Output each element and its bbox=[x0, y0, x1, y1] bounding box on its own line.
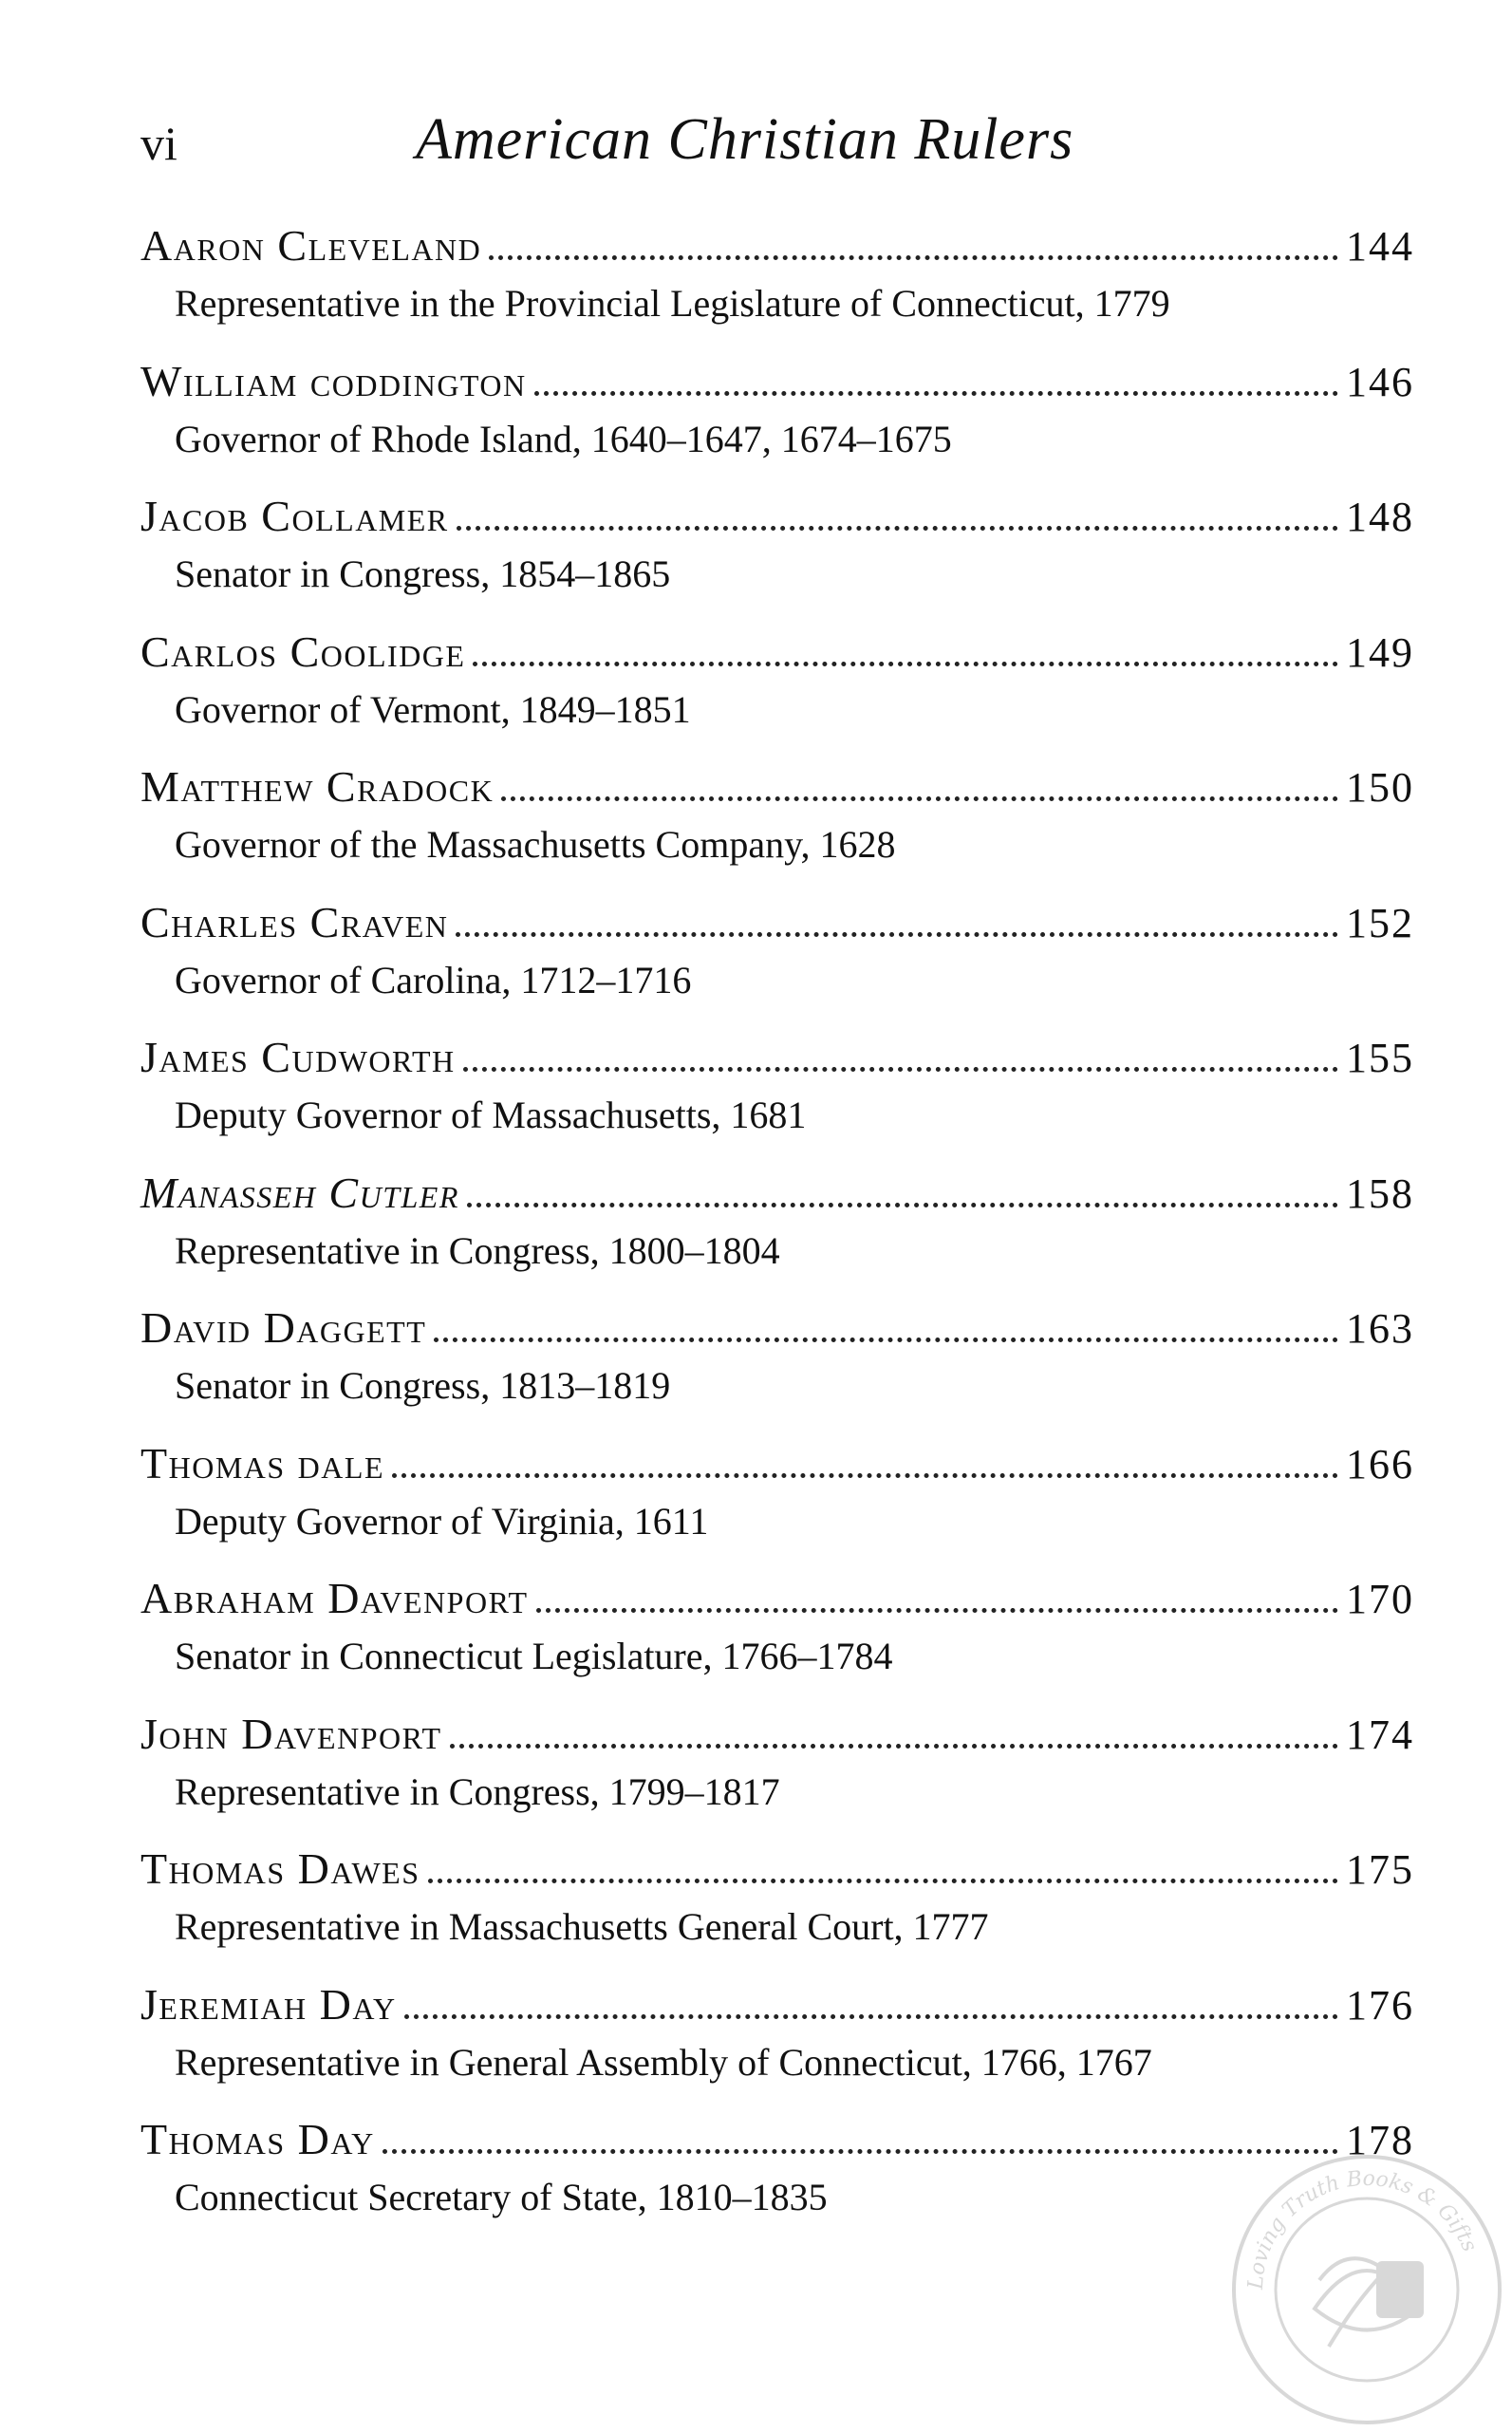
entry-page-number: 174 bbox=[1346, 1711, 1414, 1758]
entry-name: Matthew Cradock bbox=[140, 762, 495, 811]
dot-leader bbox=[457, 526, 1338, 531]
toc-entry-line bbox=[140, 2114, 1414, 2173]
entry-name: David Daggett bbox=[140, 1303, 427, 1352]
toc-entry-line bbox=[140, 1843, 1414, 1902]
entry-page-number: 148 bbox=[1346, 494, 1414, 540]
entry-role: Senator in Congress, 1854–1865 bbox=[175, 552, 671, 595]
toc-entry bbox=[140, 1709, 1414, 1844]
dot-leader bbox=[501, 796, 1338, 801]
toc-entry bbox=[140, 1573, 1414, 1709]
entry-role: Governor of Vermont, 1849–1851 bbox=[175, 687, 691, 731]
entry-page-number: 155 bbox=[1346, 1035, 1414, 1081]
toc-entry bbox=[140, 627, 1414, 762]
dot-leader bbox=[392, 1473, 1338, 1478]
toc-entry-line bbox=[140, 1573, 1414, 1632]
dot-leader bbox=[450, 1744, 1338, 1749]
entry-name: William coddington bbox=[140, 356, 527, 405]
page-header bbox=[140, 106, 1422, 182]
entry-page-number: 146 bbox=[1346, 358, 1414, 405]
entry-page-number: 144 bbox=[1346, 223, 1414, 270]
entry-name: James Cudworth bbox=[140, 1033, 456, 1081]
dot-leader bbox=[456, 932, 1338, 937]
entry-name: Thomas Day bbox=[140, 2115, 375, 2163]
dot-leader bbox=[534, 391, 1338, 396]
entry-name: Manasseh Cutler bbox=[140, 1168, 459, 1217]
toc-entry bbox=[140, 761, 1414, 897]
toc-entry bbox=[140, 2114, 1414, 2250]
dot-leader bbox=[404, 2014, 1338, 2019]
entry-role: Senator in Connecticut Legislature, 1766–1784 bbox=[175, 1635, 893, 1677]
running-title: American Christian Rulers bbox=[416, 107, 1074, 172]
toc-entry-line bbox=[140, 1168, 1414, 1226]
entry-role: Representative in Congress, 1799–1817 bbox=[175, 1769, 780, 1813]
toc-entry bbox=[140, 897, 1414, 1033]
dot-leader bbox=[428, 1879, 1339, 1883]
entry-name: Charles Craven bbox=[140, 897, 449, 946]
entry-role: Representative in General Assembly of Connecticut, 1766, 1767 bbox=[175, 2040, 1152, 2084]
entry-role: Deputy Governor of Virginia, 1611 bbox=[175, 1499, 709, 1543]
entry-page-number: 176 bbox=[1346, 1981, 1414, 2029]
entry-page-number: 150 bbox=[1346, 764, 1414, 811]
entry-role: Representative in Congress, 1800–1804 bbox=[175, 1228, 780, 1272]
entry-page-number: 163 bbox=[1346, 1305, 1414, 1352]
entry-page-number: 170 bbox=[1346, 1576, 1414, 1622]
entry-role: Governor of Rhode Island, 1640–1647, 1674–1675 bbox=[175, 417, 952, 460]
entry-role: Senator in Congress, 1813–1819 bbox=[175, 1364, 671, 1407]
toc-entry bbox=[140, 220, 1414, 356]
watermark-text: Loving Truth Books & Gifts bbox=[1243, 2166, 1482, 2291]
toc-entry bbox=[140, 1032, 1414, 1168]
toc-entry-line bbox=[140, 356, 1414, 415]
entry-role: Governor of Carolina, 1712–1716 bbox=[175, 958, 692, 1001]
entry-role: Representative in the Provincial Legislature of Connecticut, 1779 bbox=[175, 282, 1170, 325]
toc-entry bbox=[140, 1168, 1414, 1303]
toc-entry-line bbox=[140, 220, 1414, 279]
entry-page-number: 166 bbox=[1346, 1440, 1414, 1487]
toc-entry bbox=[140, 1979, 1414, 2115]
toc-entry-line bbox=[140, 761, 1414, 820]
toc-entry-line bbox=[140, 491, 1414, 550]
toc-entry bbox=[140, 491, 1414, 627]
entry-name: John Davenport bbox=[140, 1709, 442, 1758]
toc-entry bbox=[140, 1843, 1414, 1979]
dot-leader bbox=[463, 1067, 1338, 1072]
dot-leader bbox=[383, 2149, 1338, 2154]
entry-page-number: 178 bbox=[1346, 2117, 1414, 2163]
entry-name: Abraham Davenport bbox=[140, 1574, 529, 1622]
toc-entry-line bbox=[140, 1032, 1414, 1091]
entry-role: Connecticut Secretary of State, 1810–1835 bbox=[175, 2176, 828, 2218]
toc-entry-line bbox=[140, 897, 1414, 956]
dot-leader bbox=[489, 255, 1338, 260]
entry-name: Thomas dale bbox=[140, 1438, 384, 1487]
entry-name: Thomas Dawes bbox=[140, 1844, 420, 1893]
entry-name: Carlos Coolidge bbox=[140, 627, 466, 676]
page-number: vi bbox=[140, 117, 177, 170]
toc-entry-line bbox=[140, 1709, 1414, 1768]
entry-name: Jeremiah Day bbox=[140, 1979, 397, 2029]
entry-page-number: 152 bbox=[1346, 899, 1414, 946]
watermark-seal-icon bbox=[1224, 2147, 1509, 2432]
toc-entry-line bbox=[140, 627, 1414, 685]
entry-page-number: 175 bbox=[1346, 1846, 1414, 1893]
toc-entry bbox=[140, 1438, 1414, 1574]
entry-page-number: 158 bbox=[1346, 1169, 1414, 1217]
entry-name: Jacob Collamer bbox=[140, 492, 449, 540]
entry-name: Aaron Cleveland bbox=[140, 221, 482, 270]
entry-role: Deputy Governor of Massachusetts, 1681 bbox=[175, 1094, 807, 1136]
toc-entry bbox=[140, 1302, 1414, 1438]
entry-role: Governor of the Massachusetts Company, 1628 bbox=[175, 823, 896, 866]
toc-entry-line bbox=[140, 1302, 1414, 1361]
dot-leader bbox=[434, 1338, 1338, 1342]
table-of-contents bbox=[140, 220, 1414, 2250]
dot-leader bbox=[467, 1203, 1338, 1207]
dot-leader bbox=[536, 1608, 1338, 1613]
toc-entry-line bbox=[140, 1438, 1414, 1497]
toc-entry-line bbox=[140, 1979, 1414, 2038]
dot-leader bbox=[473, 662, 1338, 666]
entry-page-number: 149 bbox=[1346, 628, 1414, 676]
toc-entry bbox=[140, 356, 1414, 492]
entry-role: Representative in Massachusetts General Court, 1777 bbox=[175, 1905, 989, 1948]
